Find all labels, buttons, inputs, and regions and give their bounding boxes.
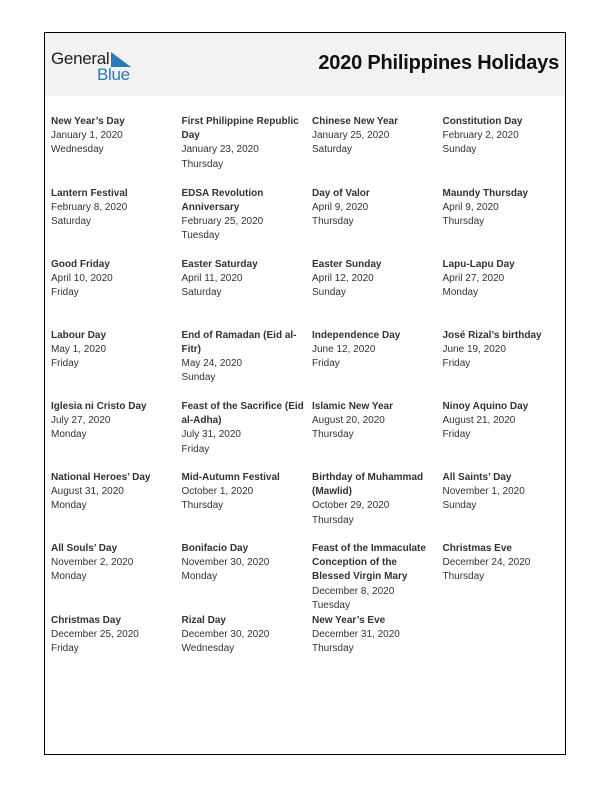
holiday-date: August 31, 2020: [51, 486, 124, 498]
holiday-name: Bonifacio Day: [181, 543, 249, 554]
holiday-weekday: Monday: [51, 429, 87, 441]
holiday-entry: [443, 400, 567, 443]
holiday-name: Birthday of Muhammad (Mawlid): [312, 472, 424, 498]
holiday-date: January 23, 2020: [181, 144, 259, 156]
holiday-name: Labour Day: [51, 329, 107, 341]
holiday-date: May 1, 2020: [51, 343, 107, 355]
holiday-date: November 2, 2020: [51, 557, 134, 569]
holiday-date: November 1, 2020: [442, 486, 525, 498]
holiday-name: Lantern Festival: [51, 187, 128, 199]
holiday-name: Constitution Day: [442, 116, 523, 127]
holiday-weekday: Friday: [51, 643, 79, 655]
holiday-date: November 30, 2020: [181, 557, 270, 569]
holiday-weekday: Friday: [442, 357, 471, 369]
holiday-weekday: Thursday: [442, 571, 485, 583]
holiday-date: April 11, 2020: [181, 272, 243, 284]
holiday-name: Day of Valor: [312, 187, 370, 199]
holiday-name: Rizal Day: [181, 615, 226, 626]
holiday-date: April 27, 2020: [442, 272, 505, 284]
holiday-weekday: Thursday: [312, 215, 354, 227]
holiday-entry: [51, 542, 175, 585]
holiday-entry: [51, 115, 175, 158]
holiday-name: Chinese New Year: [312, 116, 398, 127]
holiday-name: Ninoy Aquino Day: [442, 401, 529, 412]
holiday-weekday: Friday: [312, 357, 340, 369]
holiday-weekday: Sunday: [312, 286, 346, 298]
holiday-date: June 12, 2020: [312, 343, 376, 355]
logo-general-text: General: [51, 49, 110, 68]
holiday-name: Mid-Autumn Festival: [181, 472, 280, 483]
holiday-weekday: Friday: [181, 443, 210, 455]
holiday-entry: [443, 329, 567, 372]
holiday-date: April 10, 2020: [51, 272, 113, 284]
holiday-date: February 2, 2020: [442, 130, 519, 142]
holiday-date: February 25, 2020: [181, 215, 264, 227]
holiday-name: Iglesia ni Cristo Day: [51, 401, 147, 412]
holiday-entry: [312, 471, 436, 528]
holiday-date: December 25, 2020: [51, 629, 139, 641]
holiday-entry: [312, 187, 436, 230]
holiday-name: José Rizal’s birthday: [442, 329, 542, 341]
holiday-name: Maundy Thursday: [442, 187, 529, 199]
holiday-date: August 20, 2020: [312, 415, 385, 427]
holiday-weekday: Saturday: [181, 286, 222, 298]
holiday-name: Easter Saturday: [181, 258, 258, 270]
header-band: [45, 33, 565, 96]
holiday-name: Christmas Day: [51, 615, 122, 626]
holiday-weekday: Monday: [442, 286, 479, 298]
generalblue-logo: [51, 49, 141, 83]
holiday-name: Lapu-Lapu Day: [442, 258, 515, 270]
holiday-weekday: Thursday: [181, 500, 224, 512]
holiday-entry: [182, 187, 306, 244]
holiday-name: End of Ramadan (Eid al-Fitr): [181, 329, 297, 355]
holiday-weekday: Tuesday: [312, 599, 350, 611]
holiday-entry: [312, 258, 436, 301]
holiday-date: June 19, 2020: [442, 343, 506, 355]
holiday-entry: [182, 329, 306, 386]
holiday-name: All Souls’ Day: [51, 543, 118, 554]
holiday-weekday: Saturday: [312, 144, 353, 156]
holiday-entry: [443, 258, 567, 301]
holiday-date: July 27, 2020: [51, 415, 111, 427]
holiday-name: Easter Sunday: [312, 258, 382, 270]
holiday-entry: [443, 542, 567, 585]
holiday-weekday: Sunday: [442, 144, 477, 156]
holiday-date: December 8, 2020: [312, 585, 395, 597]
holiday-entry: [443, 187, 567, 230]
holiday-date: April 12, 2020: [312, 272, 374, 284]
holiday-entry: [51, 400, 175, 443]
holiday-weekday: Monday: [51, 500, 87, 512]
holiday-grid: [51, 115, 571, 745]
holiday-name: Christmas Eve: [442, 543, 512, 554]
holiday-name: Islamic New Year: [312, 401, 393, 412]
holiday-weekday: Monday: [51, 571, 87, 583]
holiday-date: January 1, 2020: [51, 130, 123, 142]
holiday-weekday: Friday: [442, 429, 471, 441]
holiday-name: New Year’s Day: [51, 116, 125, 127]
holiday-date: August 21, 2020: [442, 415, 516, 427]
holiday-name: EDSA Revolution Anniversary: [181, 187, 264, 213]
holiday-weekday: Wednesday: [51, 144, 104, 156]
holiday-weekday: Friday: [51, 286, 79, 298]
holiday-date: October 29, 2020: [312, 500, 390, 512]
holiday-name: New Year’s Eve: [312, 615, 386, 626]
holiday-name: Feast of the Sacrifice (Eid al-Adha): [181, 401, 304, 427]
holiday-name: First Philippine Republic Day: [181, 116, 299, 142]
holiday-weekday: Thursday: [312, 514, 354, 526]
holiday-entry: [312, 115, 436, 158]
holiday-name: Feast of the Immaculate Conception of the Blessed Virgin Mary: [312, 543, 426, 583]
holiday-name: Good Friday: [51, 258, 110, 270]
holiday-entry: [182, 614, 306, 657]
holiday-entry: [182, 258, 306, 301]
page-frame: [44, 32, 566, 755]
holiday-entry: [182, 400, 306, 457]
holiday-weekday: Sunday: [442, 500, 477, 512]
holiday-weekday: Sunday: [181, 372, 216, 384]
holiday-entry: [51, 329, 175, 372]
holiday-name: Independence Day: [312, 329, 401, 341]
holiday-weekday: Thursday: [181, 158, 224, 170]
holiday-date: July 31, 2020: [181, 429, 241, 441]
holiday-name: National Heroes’ Day: [51, 472, 151, 483]
holiday-entry: [443, 471, 567, 514]
holiday-entry: [51, 187, 175, 230]
holiday-date: January 25, 2020: [312, 130, 390, 142]
holiday-date: December 30, 2020: [181, 629, 270, 641]
holiday-name: All Saints’ Day: [442, 472, 512, 483]
holiday-entry: [51, 258, 175, 301]
holiday-entry: [182, 542, 306, 585]
holiday-weekday: Saturday: [51, 215, 92, 227]
page-title: 2020 Philippines Holidays: [318, 52, 559, 74]
holiday-entry: [51, 471, 175, 514]
holiday-weekday: Wednesday: [181, 643, 235, 655]
holiday-date: April 9, 2020: [312, 201, 369, 213]
holiday-entry: [443, 115, 567, 158]
holiday-entry: [182, 115, 306, 172]
holiday-entry: [312, 400, 436, 443]
holiday-weekday: Friday: [51, 357, 79, 369]
holiday-date: February 8, 2020: [51, 201, 128, 213]
holiday-weekday: Tuesday: [181, 230, 220, 242]
logo-blue-text: Blue: [97, 65, 130, 84]
holiday-entry: [312, 614, 436, 657]
holiday-entry: [312, 542, 436, 613]
holiday-weekday: Thursday: [312, 643, 354, 655]
holiday-date: April 9, 2020: [442, 201, 499, 213]
holiday-weekday: Thursday: [442, 215, 485, 227]
holiday-entry: [182, 471, 306, 514]
holiday-entry: [51, 614, 175, 657]
holiday-date: October 1, 2020: [181, 486, 254, 498]
holiday-weekday: Monday: [181, 571, 218, 583]
holiday-date: December 31, 2020: [312, 629, 400, 641]
holiday-weekday: Thursday: [312, 429, 354, 441]
holiday-entry: [312, 329, 436, 372]
holiday-date: May 24, 2020: [181, 357, 243, 369]
holiday-date: December 24, 2020: [442, 557, 531, 569]
